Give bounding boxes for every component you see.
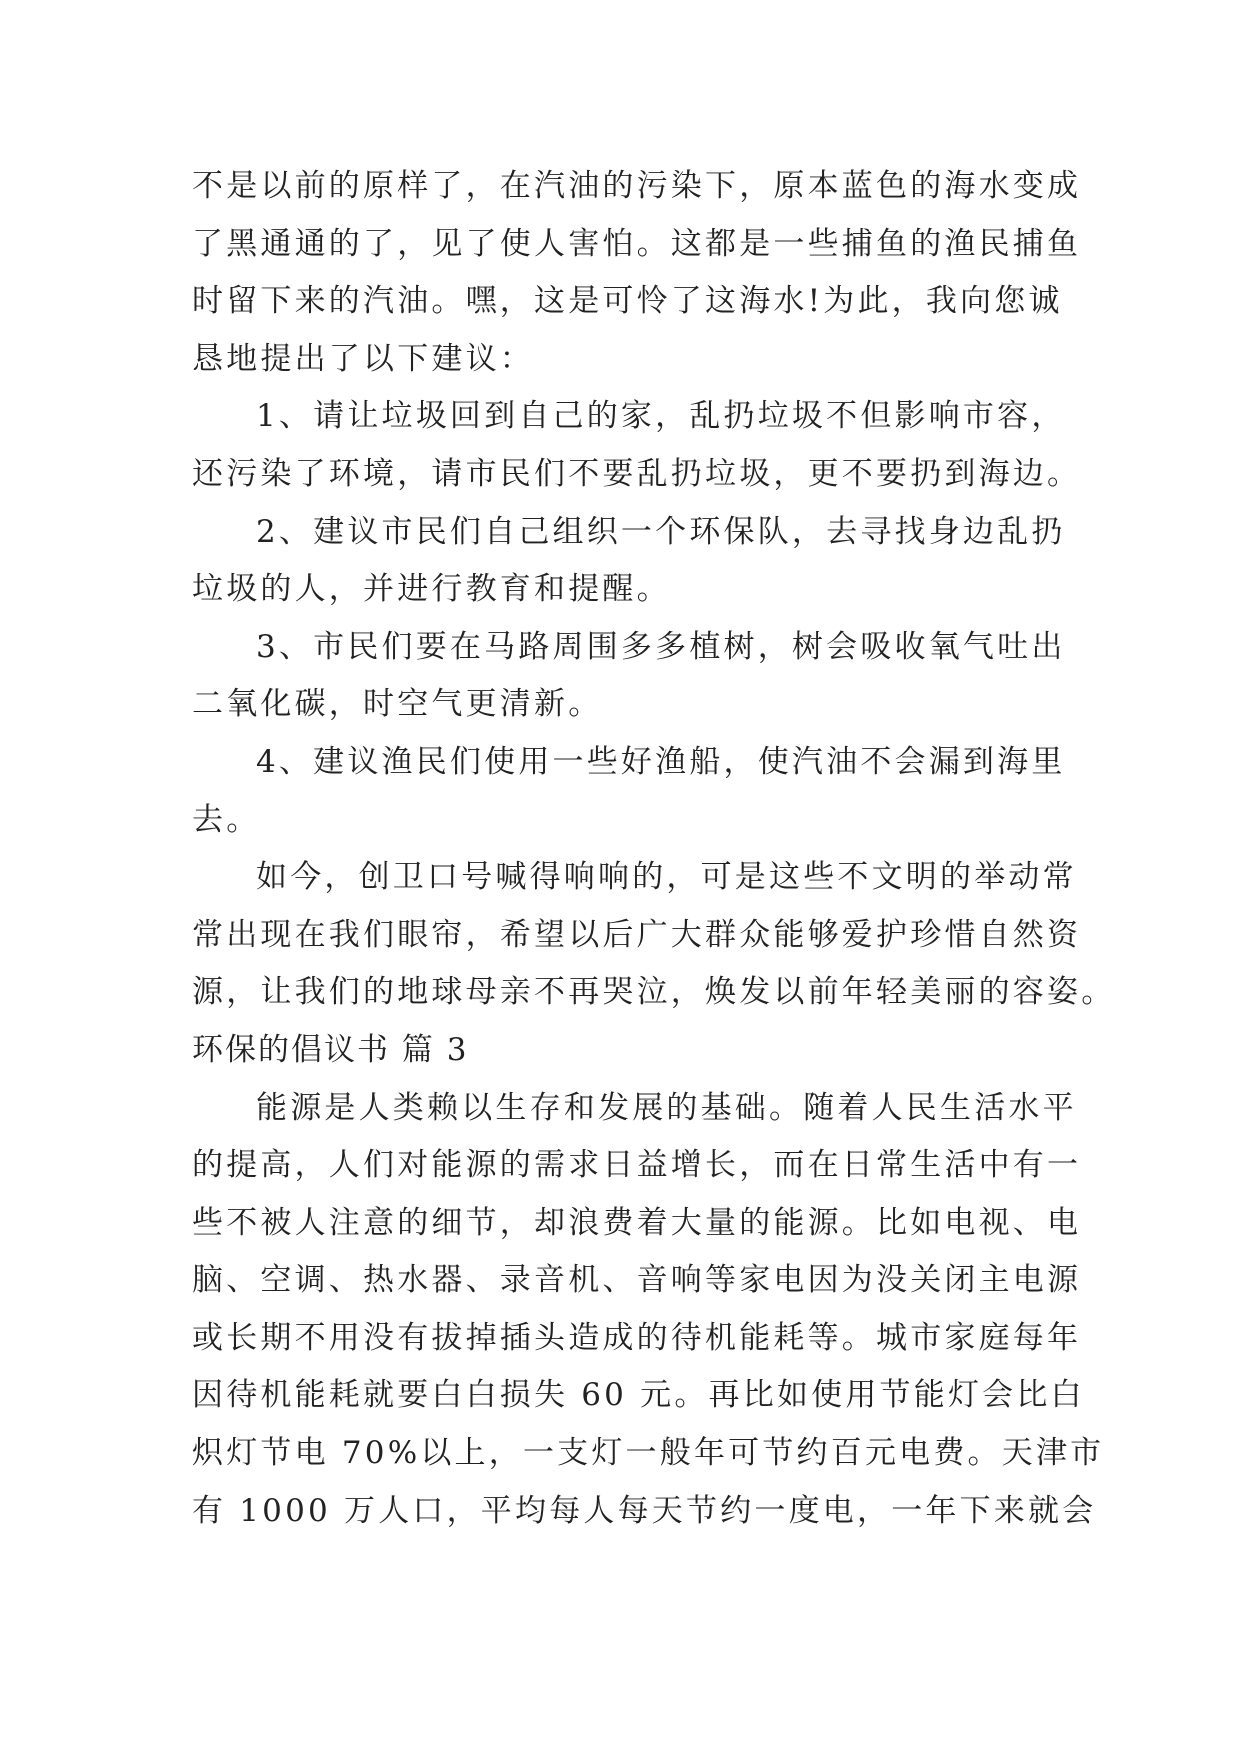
text-line: 不是以前的原样了，在汽油的污染下，原本蓝色的海水变成 [192,168,1082,204]
text-line: 因待机能耗就要白白损失 60 元。再比如使用节能灯会比白 [192,1377,1085,1414]
text-line: 或长期不用没有拔掉插头造成的待机能耗等。城市家庭每年 [192,1319,1082,1356]
text-line: 还污染了环境，请市民们不要乱扔垃圾，更不要扔到海边。 [192,455,1082,492]
text-line: 垃圾的人，并进行教育和提醒。 [192,571,671,608]
text-line: 时留下来的汽油。嘿，这是可怜了这海水!为此，我向您诚 [192,283,1063,320]
text-line: 常出现在我们眼帘，希望以后广大群众能够爱护珍惜自然资 [192,916,1082,953]
text-line: 些不被人注意的细节，却浪费着大量的能源。比如电视、电 [192,1204,1082,1241]
suggestion-4-line: 4、建议渔民们使用一些好渔船，使汽油不会漏到海里 [256,743,1066,780]
text-line: 有 1000 万人口，平均每人每天节约一度电，一年下来就会 [192,1492,1097,1529]
text-line: 源，让我们的地球母亲不再哭泣，焕发以前年轻美丽的容姿。 [192,974,1116,1011]
text-line: 去。 [192,801,261,838]
paragraph-start-line: 能源是人类赖以生存和发展的基础。随着人民生活水平 [256,1089,1077,1126]
section-heading: 环保的倡议书 篇 3 [192,1031,469,1068]
document-body [192,158,1116,1540]
text-line: 脑、空调、热水器、录音机、音响等家电因为没关闭主电源 [192,1262,1082,1299]
paragraph-start-line: 如今，创卫口号喊得响响的，可是这些不文明的举动常 [256,859,1077,896]
suggestion-3-line: 3、市民们要在马路周围多多植树，树会吸收氧气吐出 [256,628,1066,665]
suggestion-1-line: 1、请让垃圾回到自己的家，乱扔垃圾不但影响市容， [256,398,1066,435]
text-line: 的提高，人们对能源的需求日益增长，而在日常生活中有一 [192,1147,1082,1184]
text-line: 二氧化碳，时空气更清新。 [192,686,603,723]
text-line: 炽灯节电 70%以上，一支灯一般年可节约百元电费。天津市 [192,1435,1105,1472]
text-line: 恳地提出了以下建议： [192,340,534,377]
text-line: 了黑通通的了，见了使人害怕。这都是一些捕鱼的渔民捕鱼 [192,225,1082,262]
suggestion-2-line: 2、建议市民们自己组织一个环保队，去寻找身边乱扔 [256,513,1066,550]
